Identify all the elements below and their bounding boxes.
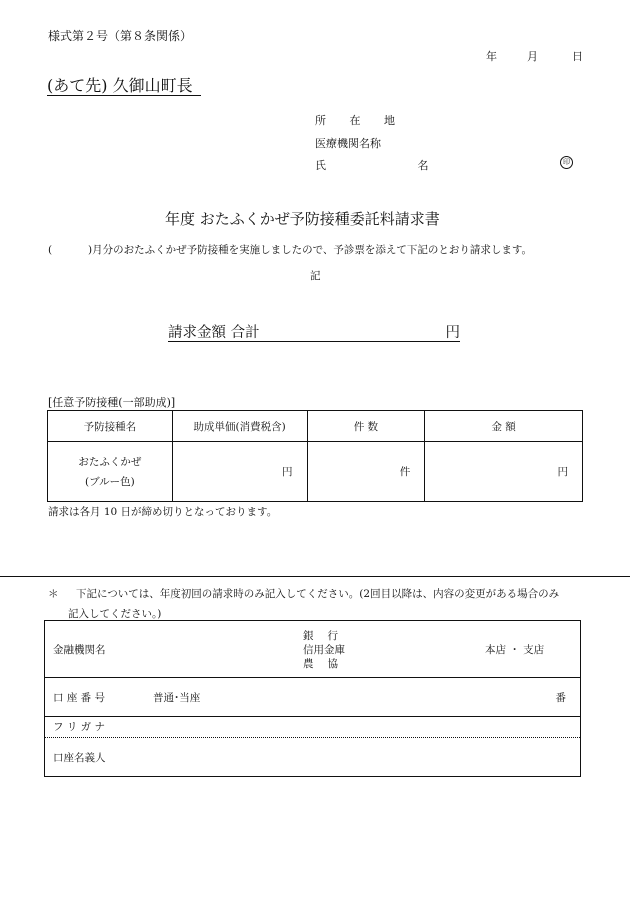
- amount-unit: 円: [557, 466, 568, 478]
- separator-line: [0, 576, 630, 577]
- account-number-row[interactable]: [45, 678, 580, 717]
- amount-cell[interactable]: [425, 442, 583, 502]
- bank-type-bank: 銀行: [303, 630, 352, 642]
- document-title: 年度 おたふくかぜ予防接種委託料請求書: [165, 210, 440, 228]
- account-holder-row[interactable]: [45, 738, 580, 776]
- bank-note: [48, 584, 584, 624]
- unit-price-cell[interactable]: [172, 442, 307, 502]
- vaccination-table: [47, 410, 583, 502]
- institution-name-label: 医療機関名称: [315, 137, 381, 150]
- total-amount-label: 請求金額 合計: [168, 325, 260, 341]
- date-month-label: 月: [527, 50, 538, 63]
- furigana-label: フ リ ガ ナ: [53, 721, 106, 733]
- furigana-row[interactable]: [45, 717, 580, 738]
- vaccine-name: おたふくかぜ: [78, 455, 142, 468]
- intro-text: )月分のおたふくかぜ予防接種を実施しましたので、予診票を添えて下記のとおり請求します。: [88, 244, 533, 256]
- vaccine-color-note: (ブルー色): [84, 475, 135, 488]
- bank-type-credit: 信用金庫: [303, 644, 345, 656]
- bank-info-box: [44, 620, 581, 777]
- total-amount-field[interactable]: [168, 321, 460, 342]
- account-number-suffix: 番: [555, 692, 566, 704]
- seal-icon: 印: [560, 156, 573, 169]
- applicant-name-label: 氏 名: [315, 159, 473, 172]
- date-year-label: 年: [486, 50, 497, 63]
- form-number: 様式第２号（第８条関係）: [48, 29, 193, 43]
- table-header-row: [48, 411, 583, 442]
- unit-price-unit: 円: [282, 466, 293, 478]
- bank-note-line1: [48, 584, 584, 604]
- intro-sentence: [48, 242, 532, 257]
- bank-type-agri: 農協: [303, 658, 352, 670]
- total-amount-unit: 円: [445, 325, 460, 341]
- account-number-label: 口 座 番 号: [53, 692, 106, 704]
- ki-marker: 記: [310, 270, 321, 282]
- account-holder-label: 口座名義人: [53, 752, 106, 764]
- intro-open-paren: (: [48, 244, 53, 256]
- count-cell[interactable]: [307, 442, 425, 502]
- branch-label: 本店 ・ 支店: [485, 644, 545, 656]
- addressee: (あて先) 久御山町長: [47, 76, 201, 96]
- header-unit-price: 助成単価(消費税含): [172, 411, 307, 442]
- asterisk-icon: ＊: [48, 588, 59, 600]
- bank-name-label: 金融機関名: [53, 644, 106, 656]
- bank-note-line2: 記入してください。): [68, 608, 162, 620]
- table-row: [48, 442, 583, 502]
- header-amount: 金 額: [425, 411, 583, 442]
- header-vaccine-name: 予防接種名: [48, 411, 173, 442]
- deadline-note: 請求は各月 10 日が締め切りとなっております。: [48, 506, 278, 518]
- count-unit: 件: [399, 466, 411, 478]
- vaccine-name-cell: [48, 442, 173, 502]
- bank-name-row[interactable]: [45, 621, 580, 678]
- header-count: 件 数: [307, 411, 425, 442]
- location-label: 所 在 地: [315, 114, 405, 127]
- date-day-label: 日: [572, 50, 583, 63]
- optional-vaccination-title: [任意予防接種(一部助成)]: [48, 396, 176, 409]
- bank-note-text1: 下記については、年度初回の請求時のみ記入してください。(2回目以降は、内容の変更がある場合のみ: [76, 588, 560, 600]
- bank-type-options: [303, 629, 352, 671]
- account-type-label: 普通･当座: [153, 692, 201, 704]
